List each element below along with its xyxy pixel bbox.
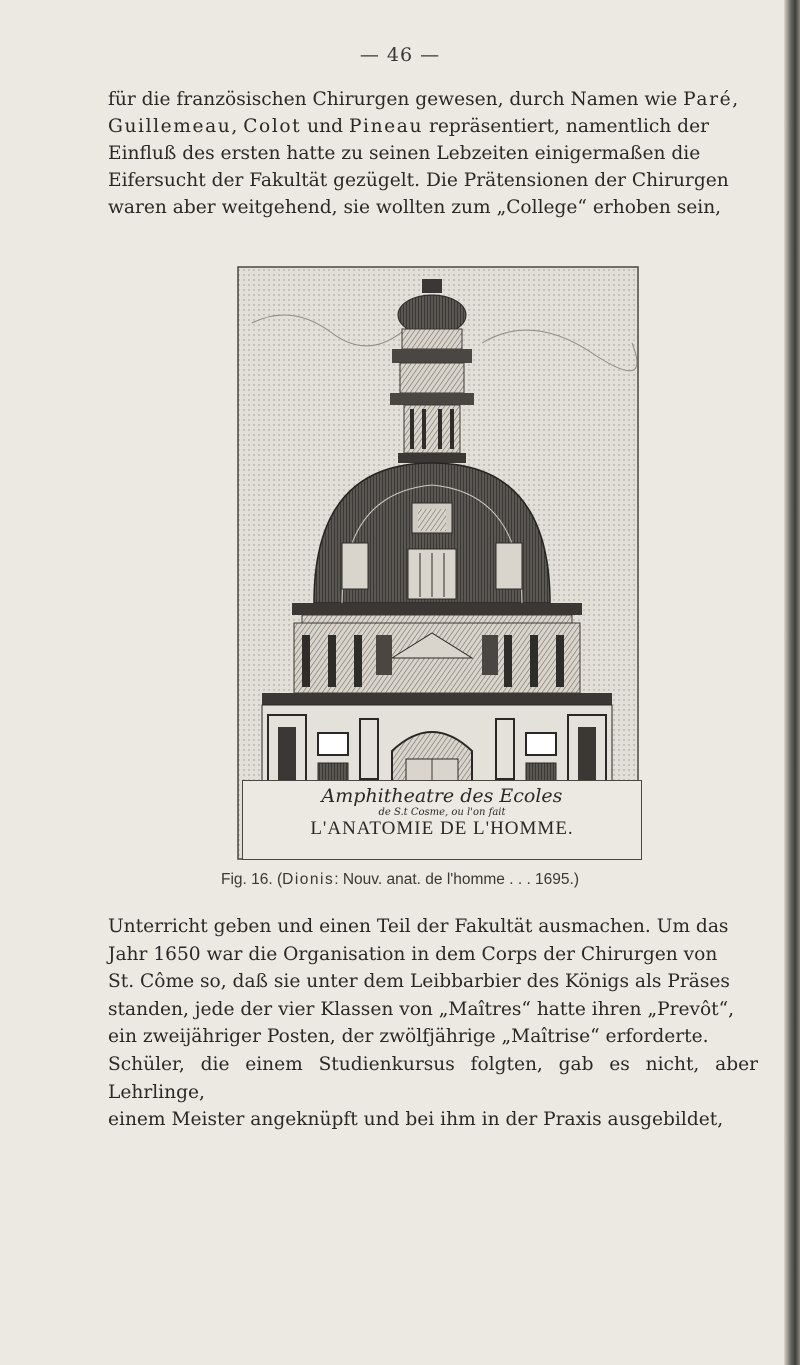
text-line: Eifersucht der Fakultät gezügelt. Die Prätensionen der Chirurgen <box>108 170 729 191</box>
figure-caption: Fig. 16. (Dionis: Nouv. anat. de l'homme . . . 1695.) <box>220 871 580 888</box>
text-line: einem Meister angeknüpft und bei ihm in der Praxis ausgebildet, <box>108 1109 724 1131</box>
paragraph-bottom <box>108 913 758 1134</box>
engraving-caption-plate <box>242 780 642 860</box>
text-line: Guillemeau, Colot und Pineau repräsentiert, namentlich der <box>108 116 709 137</box>
engraving-title-line1: Amphitheatre des Ecoles <box>321 785 563 807</box>
page-edge-shadow <box>784 0 800 1365</box>
text-line: Unterricht geben und einen Teil der Fakultät ausmachen. Um das <box>108 916 729 937</box>
engraving-title-line3: L'ANATOMIE DE L'HOMME. <box>310 818 574 839</box>
text-line: standen, jede der vier Klassen von „Maîtres“ hatte ihren „Prevôt“, <box>108 998 735 1020</box>
text-line: für die französischen Chirurgen gewesen, durch Namen wie Paré, <box>108 89 739 110</box>
page-number: — 46 — <box>359 44 441 66</box>
engraving-figure <box>232 263 642 863</box>
text-line: Jahr 1650 war die Organisation in dem Corps der Chirurgen von <box>108 943 718 965</box>
text-line: Einfluß des ersten hatte zu seinen Lebzeiten einigermaßen die <box>108 143 701 164</box>
text-line: ein zweijähriger Posten, der zwölfjährige „Maîtrise“ erforderte. <box>108 1026 709 1048</box>
amphitheatre-engraving <box>232 263 642 863</box>
paragraph-top <box>108 86 758 221</box>
text-line: St. Côme so, daß sie unter dem Leibbarbier des Königs als Präses <box>108 971 730 993</box>
text-line: waren aber weitgehend, sie wollten zum „College“ erhoben sein, <box>108 197 722 218</box>
text-line: Schüler, die einem Studienkursus folgten, gab es nicht, aber Lehrlinge, <box>108 1053 758 1103</box>
engraving-title-line2: de S.t Cosme, ou l'on fait <box>378 807 506 818</box>
